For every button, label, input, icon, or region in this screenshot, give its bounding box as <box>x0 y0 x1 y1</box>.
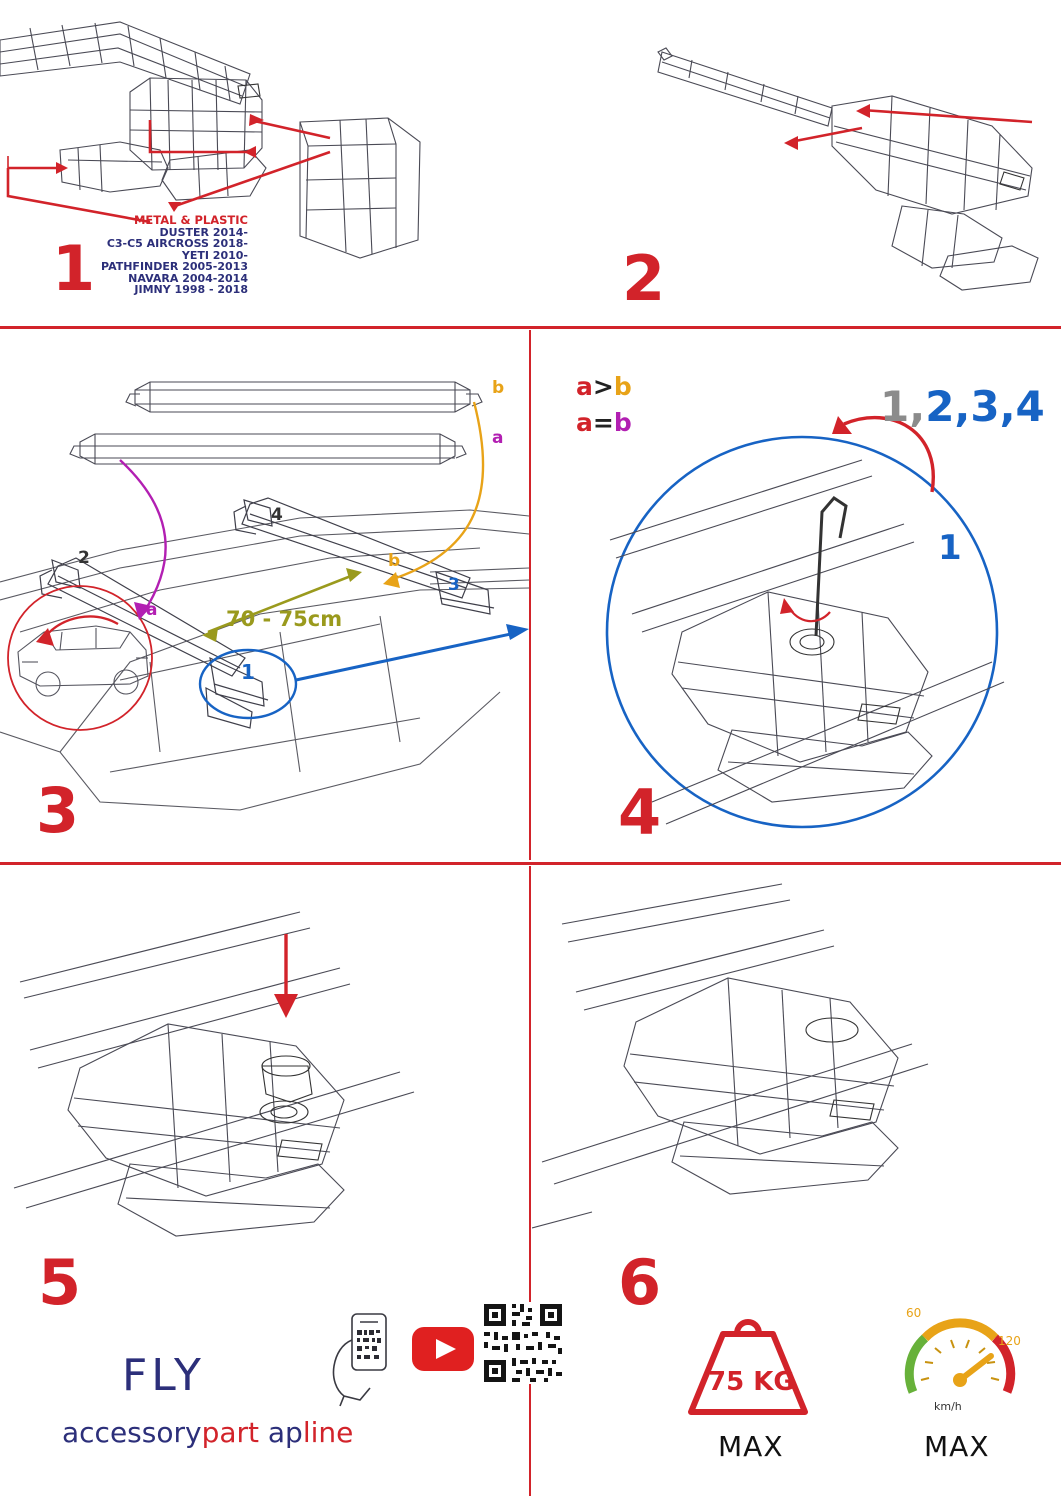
gauge-max-label: 120 <box>998 1334 1021 1348</box>
label-b-top: b <box>492 378 505 398</box>
panel4-sequence <box>880 382 1045 431</box>
compat-item-5: JIMNY 1998 - 2018 <box>134 283 248 296</box>
compat-header: METAL & PLASTIC <box>133 213 248 227</box>
rule-a-equals-b: a=b <box>576 408 632 437</box>
compat-item-2: YETI 2010- <box>181 248 248 262</box>
label-bar-4: 4 <box>271 505 283 525</box>
rule-a-greater-b: a>b <box>576 372 632 401</box>
step-number-4: 4 <box>618 776 661 849</box>
brand-ap: ap <box>267 1416 303 1449</box>
label-a-bar: a <box>146 600 158 620</box>
compat-item-0: DUSTER 2014- <box>159 225 248 239</box>
divider-row-1 <box>0 326 1061 329</box>
divider-col-mid <box>529 330 531 860</box>
label-bar-2: 2 <box>78 548 90 568</box>
step-number-2: 2 <box>622 242 665 315</box>
step-number-3: 3 <box>36 774 79 847</box>
gauge-min-label: 60 <box>906 1306 922 1320</box>
brand-part: part <box>201 1416 259 1449</box>
weight-limit-icon <box>683 1300 813 1420</box>
brand-accessory: accessory <box>62 1416 202 1449</box>
label-a-top: a <box>492 428 504 448</box>
label-b-bar: b <box>388 551 401 571</box>
sequence-blue: 2,3,4 <box>925 382 1045 431</box>
divider-col-bottom <box>529 866 531 1496</box>
speed-limit-max: MAX <box>924 1430 990 1463</box>
step-number-1: 1 <box>52 232 95 305</box>
weight-limit-max: MAX <box>718 1430 784 1463</box>
compat-item-1: C3-C5 AIRCROSS 2018- <box>106 237 248 250</box>
weight-limit-value: 75 KG <box>708 1367 795 1397</box>
panel4-callout-1: 1 <box>938 528 962 568</box>
bar-distance-label: 70 - 75cm <box>226 607 343 631</box>
label-bar-3: 3 <box>448 575 460 595</box>
youtube-icon[interactable] <box>412 1327 474 1371</box>
step-number-6: 6 <box>618 1246 661 1319</box>
phone-scan-icon <box>330 1310 400 1410</box>
compat-item-4: NAVARA 2004-2014 <box>128 271 248 285</box>
divider-row-2 <box>0 862 1061 865</box>
step-number-5: 5 <box>38 1246 81 1319</box>
brand-line-suffix: line <box>302 1416 354 1449</box>
qr-code-icon[interactable] <box>482 1302 564 1384</box>
sequence-gray: 1, <box>880 382 926 431</box>
brand-line <box>62 1416 353 1449</box>
label-foot-1: 1 <box>241 660 255 684</box>
speed-unit-label: km/h <box>934 1400 962 1413</box>
brand-fly: FLY <box>122 1350 205 1401</box>
compat-item-3: PATHFINDER 2005-2013 <box>101 260 248 273</box>
